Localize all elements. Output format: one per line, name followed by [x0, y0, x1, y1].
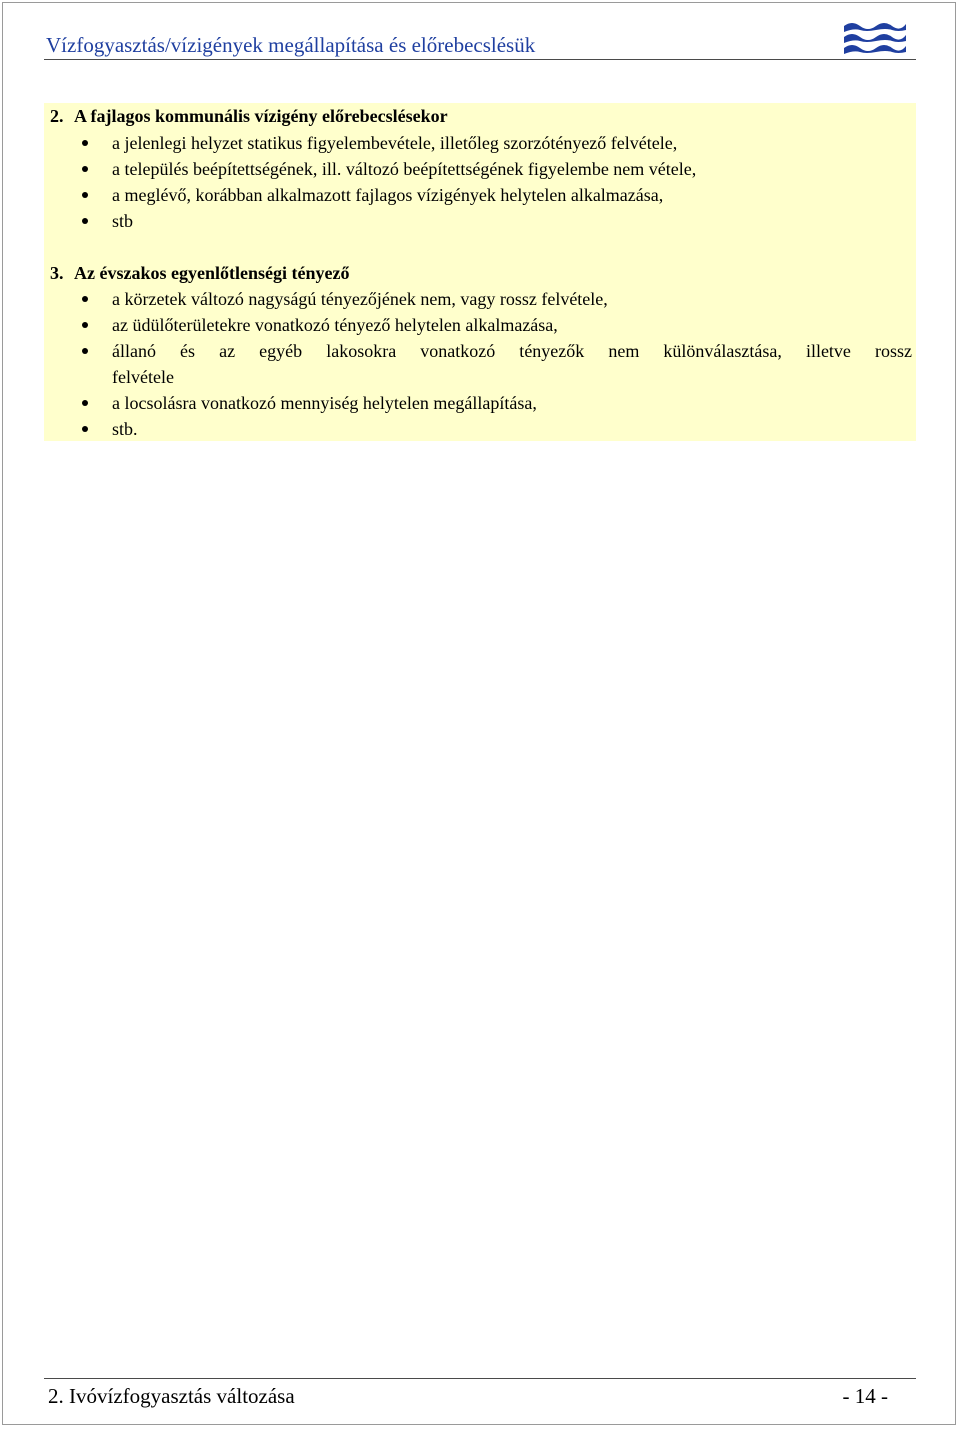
- section-number: 3.: [50, 263, 64, 283]
- bullet-icon: [82, 140, 88, 146]
- list-item: stb: [112, 211, 134, 231]
- list-item: stb.: [112, 419, 138, 439]
- list-item: állanó és az egyéb lakosokra vonatkozó tényezők nem különválasztása, illetve rossz: [112, 341, 912, 361]
- list-item: a locsolásra vonatkozó mennyiség helytelen megállapítása,: [112, 393, 537, 413]
- page-number: - 14 -: [842, 1384, 888, 1408]
- list-item: az üdülőterületekre vonatkozó tényező helytelen alkalmazása,: [112, 315, 558, 335]
- section-heading: [50, 262, 349, 284]
- section-number: 2.: [50, 106, 64, 126]
- section-title: A fajlagos kommunális vízigény előrebecslésekor: [74, 106, 448, 126]
- header-divider: [44, 59, 916, 60]
- list-item: a körzetek változó nagyságú tényezőjének nem, vagy rossz felvétele,: [112, 289, 608, 309]
- list-item: a település beépítettségének, ill. változó beépítettségének figyelembe nem vétele,: [112, 159, 697, 179]
- bullet-icon: [82, 322, 88, 328]
- section-title: Az évszakos egyenlőtlenségi tényező: [74, 263, 350, 283]
- bullet-icon: [82, 400, 88, 406]
- bullet-icon: [82, 296, 88, 302]
- list-item: a meglévő, korábban alkalmazott fajlagos vízigények helytelen alkalmazása,: [112, 185, 664, 205]
- bullet-icon: [82, 218, 88, 224]
- list-item: a jelenlegi helyzet statikus figyelembevétele, illetőleg szorzótényező felvétele,: [112, 133, 678, 153]
- bullet-icon: [82, 166, 88, 172]
- list-item-continuation: felvétele: [112, 367, 174, 387]
- footer-divider: [44, 1378, 916, 1379]
- section-heading: [50, 105, 448, 127]
- waves-logo-icon: [842, 18, 908, 58]
- highlighted-content: [44, 103, 916, 441]
- footer-chapter: 2. Ivóvízfogyasztás változása: [48, 1384, 295, 1408]
- page-header-title: Vízfogyasztás/vízigények megállapítása és előrebecslésük: [46, 33, 536, 57]
- bullet-icon: [82, 348, 88, 354]
- bullet-icon: [82, 192, 88, 198]
- bullet-icon: [82, 426, 88, 432]
